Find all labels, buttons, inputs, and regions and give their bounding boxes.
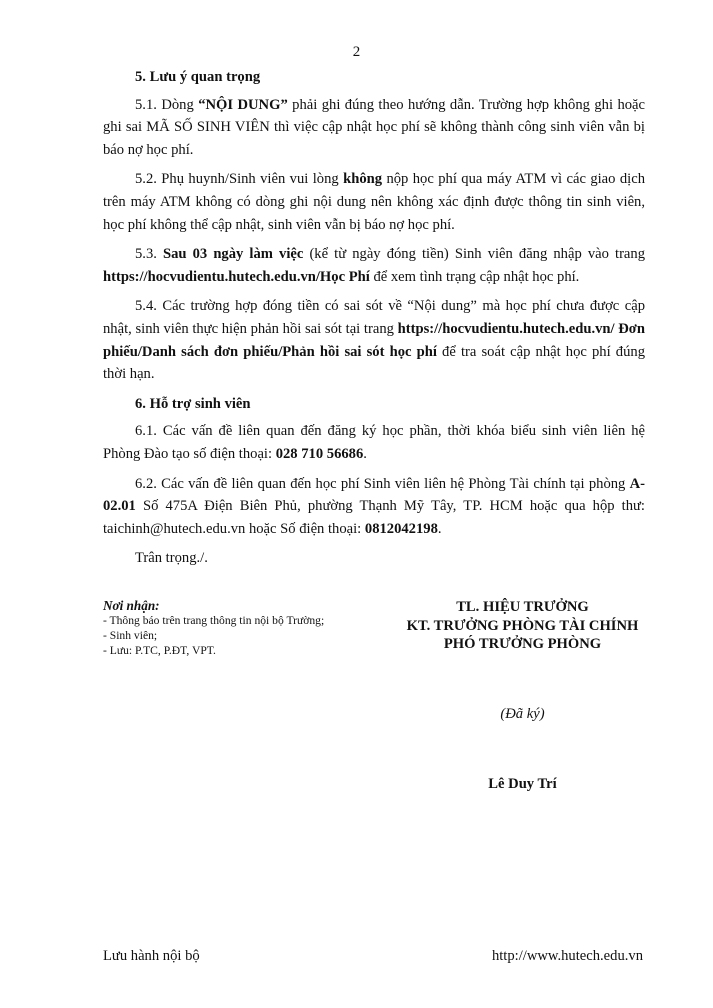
footer-left: Lưu hành nội bộ xyxy=(103,948,200,964)
paragraph-6-1 xyxy=(103,420,645,465)
text: (kể từ ngày đóng tiền) Sinh viên đăng nhập vào trang xyxy=(303,246,645,263)
link-phan-hoi[interactable]: https://hocvudientu.hutech.edu.vn/ Đơn phiếu/Danh sách đơn phiếu/Phản hồi sai sót học phí xyxy=(103,320,645,360)
signature-line-1: TL. HIỆU TRƯỞNG xyxy=(456,599,589,615)
text: . xyxy=(363,445,367,462)
bold-text: Sau 03 ngày làm việc xyxy=(163,246,304,263)
footer-url[interactable]: http://www.hutech.edu.vn xyxy=(491,948,643,964)
signature-line-2: KT. TRƯỞNG PHÒNG TÀI CHÍNH xyxy=(406,617,639,634)
recipient-item: - Thông báo trên trang thông tin nội bộ Trường; xyxy=(103,614,325,627)
signed-note: (Đã ký) xyxy=(500,706,545,722)
signature-line-3: PHÓ TRƯỞNG PHÒNG xyxy=(443,636,602,652)
text: để tra soát cập nhật học phí đúng thời hạn. xyxy=(103,343,645,383)
paragraph-5-3 xyxy=(103,243,645,288)
recipients-block xyxy=(103,598,324,658)
bold-text: “NỘI DUNG” xyxy=(198,96,288,113)
recipient-item: - Sinh viên; xyxy=(103,629,158,642)
recipient-item: - Lưu: P.TC, P.ĐT, VPT. xyxy=(103,644,216,657)
bold-text: không xyxy=(343,171,383,188)
text: 5.1. Dòng xyxy=(135,96,199,113)
text: Số 475A Điện Biên Phủ, phường Thạnh Mỹ Tây, TP. HCM hoặc qua hộp thư: taichinh@hutech.edu.vn hoặc Số điện thoại: xyxy=(103,498,645,537)
phone-dao-tao: 028 710 56686 xyxy=(275,445,364,462)
signer-name: Lê Duy Trí xyxy=(488,776,557,792)
text: 6.2. Các vấn đề liên quan đến học phí Sinh viên liên hệ Phòng Tài chính tại phòng xyxy=(135,475,630,492)
recipients-title: Nơi nhận: xyxy=(103,598,160,613)
text: để xem tình trạng cập nhật học phí. xyxy=(369,268,580,285)
closing: Trân trọng./. xyxy=(135,550,208,567)
section-5-heading: 5. Lưu ý quan trọng xyxy=(135,69,261,85)
text: 6.1. Các vấn đề liên quan đến đăng ký học phần, thời khóa biểu sinh viên liên hệ Phòng Đào tạo số điện thoại: xyxy=(103,423,645,462)
page-number: 2 xyxy=(352,44,361,60)
room-number: A-02.01 xyxy=(103,475,645,515)
link-hocphi[interactable]: https://hocvudientu.hutech.edu.vn/Học Phí xyxy=(103,268,370,285)
document-body xyxy=(103,66,645,577)
text: 5.4. Các trường hợp đóng tiền có sai sót về “Nội dung” mà học phí chưa được cập nhật, sinh viên thực hiện phản hồi sai sót tại trang xyxy=(103,298,645,337)
paragraph-5-1 xyxy=(103,94,645,162)
paragraph-5-2 xyxy=(103,168,645,236)
paragraph-5-4 xyxy=(103,295,645,385)
text: . xyxy=(437,520,442,537)
text: 5.2. Phụ huynh/Sinh viên vui lòng xyxy=(135,171,344,188)
paragraph-6-2 xyxy=(103,473,645,541)
text: phải ghi đúng theo hướng dẫn. Trường hợp không ghi hoặc ghi sai MÃ SỐ SINH VIÊN thì việc cập nhật học phí sẽ không thành công sinh viên vẫn bị báo nợ học phí. xyxy=(103,96,645,158)
signature-block xyxy=(380,598,665,654)
text: 5.3. xyxy=(135,246,163,263)
phone-tai-chinh: 0812042198 xyxy=(364,520,438,537)
text: nộp học phí qua máy ATM vì các giao dịch trên máy ATM không có dòng ghi nội dung nên không xác định được thông tin sinh viên, học phí không thể cập nhật, sinh viên vẫn bị báo nợ học phí. xyxy=(103,171,645,233)
section-6-heading: 6. Hỗ trợ sinh viên xyxy=(135,395,251,412)
